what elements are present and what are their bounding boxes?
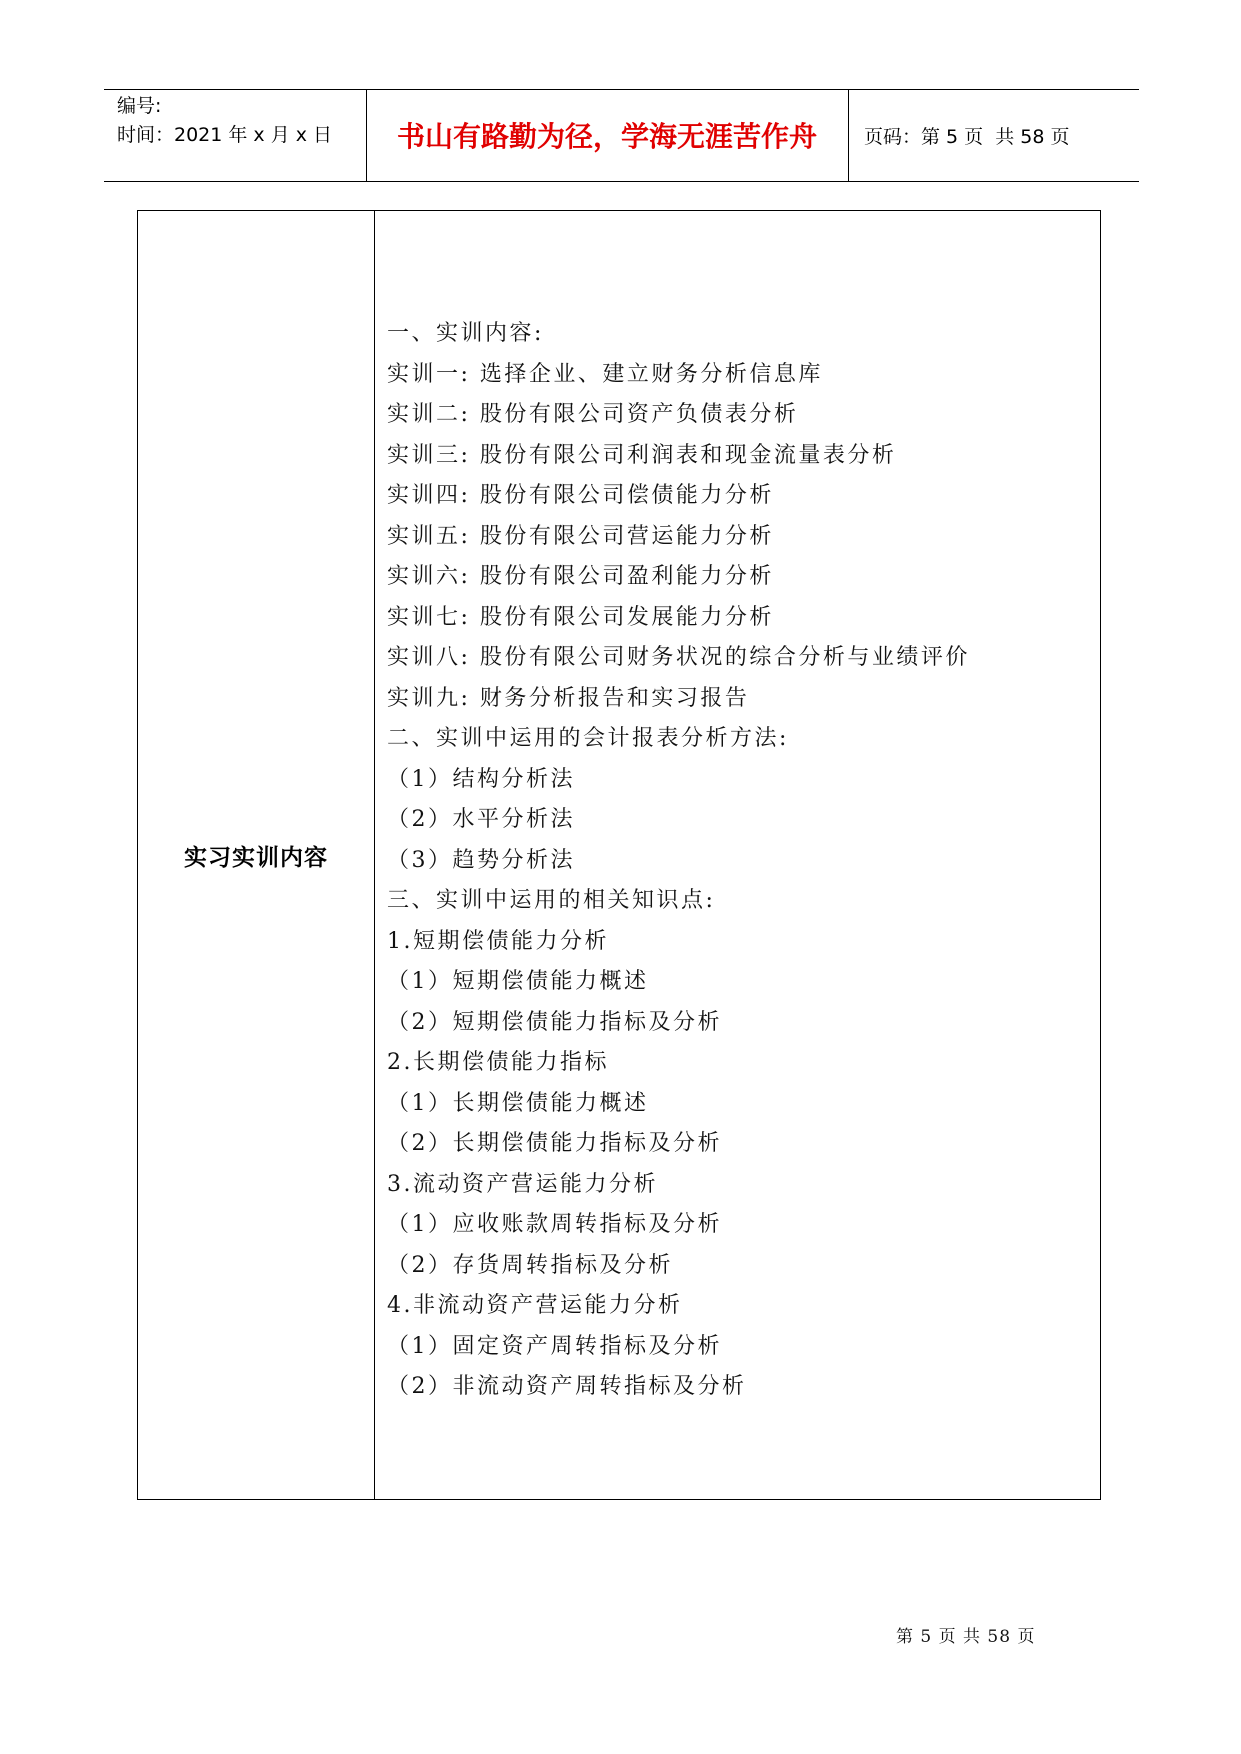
content-line: （1）结构分析法 bbox=[387, 766, 575, 792]
content-line: 实训二: 股份有限公司资产负债表分析 bbox=[387, 402, 799, 427]
content-line: （2）长期偿债能力指标及分析 bbox=[387, 1131, 722, 1156]
row-label-text: 实习实训内容 bbox=[184, 844, 328, 871]
header-bottom-rule bbox=[104, 181, 1139, 182]
content-line: 实训一: 选择企业、建立财务分析信息库 bbox=[387, 361, 823, 387]
header-page-info: 页码：第 5 页 共 58 页 bbox=[864, 125, 1070, 148]
content-table bbox=[137, 210, 1101, 1500]
content-line: 实训七: 股份有限公司发展能力分析 bbox=[387, 604, 774, 630]
content-line: （3）趋势分析法 bbox=[387, 847, 575, 873]
content-line: 实训五: 股份有限公司营运能力分析 bbox=[387, 523, 774, 549]
content-line: 3.流动资产营运能力分析 bbox=[387, 1171, 658, 1197]
content-line: 三、实训中运用的相关知识点: bbox=[387, 888, 716, 913]
content-line: 1.短期偿债能力分析 bbox=[387, 928, 609, 954]
footer-page-number: 第 5 页 共 58 页 bbox=[896, 1627, 1036, 1647]
header-meta bbox=[117, 92, 332, 150]
time-label: 时间：2021 年 x 月 x 日 bbox=[117, 124, 333, 146]
header-motto: 书山有路勤为径，学海无涯苦作舟 bbox=[396, 120, 817, 153]
content-line: 一、实训内容: bbox=[387, 321, 544, 346]
content-line: （1）固定资产周转指标及分析 bbox=[387, 1333, 722, 1359]
content-line: （2）水平分析法 bbox=[387, 807, 575, 832]
content-line: 二、实训中运用的会计报表分析方法: bbox=[387, 726, 789, 751]
content-line: 实训四: 股份有限公司偿债能力分析 bbox=[387, 483, 774, 508]
table-column-divider bbox=[374, 211, 375, 1499]
content-line: （1）短期偿债能力概述 bbox=[387, 969, 649, 994]
table-row-label bbox=[138, 211, 374, 1499]
content-line: 实训八: 股份有限公司财务状况的综合分析与业绩评价 bbox=[387, 645, 970, 670]
serial-label: 编号: bbox=[117, 95, 162, 117]
content-line: （2）存货周转指标及分析 bbox=[387, 1252, 673, 1278]
content-line: （2）非流动资产周转指标及分析 bbox=[387, 1374, 747, 1399]
content-line: （1）长期偿债能力概述 bbox=[387, 1090, 649, 1116]
content-line: 实训六: 股份有限公司盈利能力分析 bbox=[387, 564, 774, 589]
content-line: （2）短期偿债能力指标及分析 bbox=[387, 1009, 722, 1035]
header-divider-right bbox=[848, 89, 849, 181]
content-line: （1）应收账款周转指标及分析 bbox=[387, 1212, 722, 1237]
content-line: 实训三: 股份有限公司利润表和现金流量表分析 bbox=[387, 442, 897, 468]
table-content-cell bbox=[387, 314, 1087, 1408]
content-line: 2.长期偿债能力指标 bbox=[387, 1050, 609, 1075]
content-line: 实训九: 财务分析报告和实习报告 bbox=[387, 685, 750, 711]
content-line: 4.非流动资产营运能力分析 bbox=[387, 1293, 683, 1318]
